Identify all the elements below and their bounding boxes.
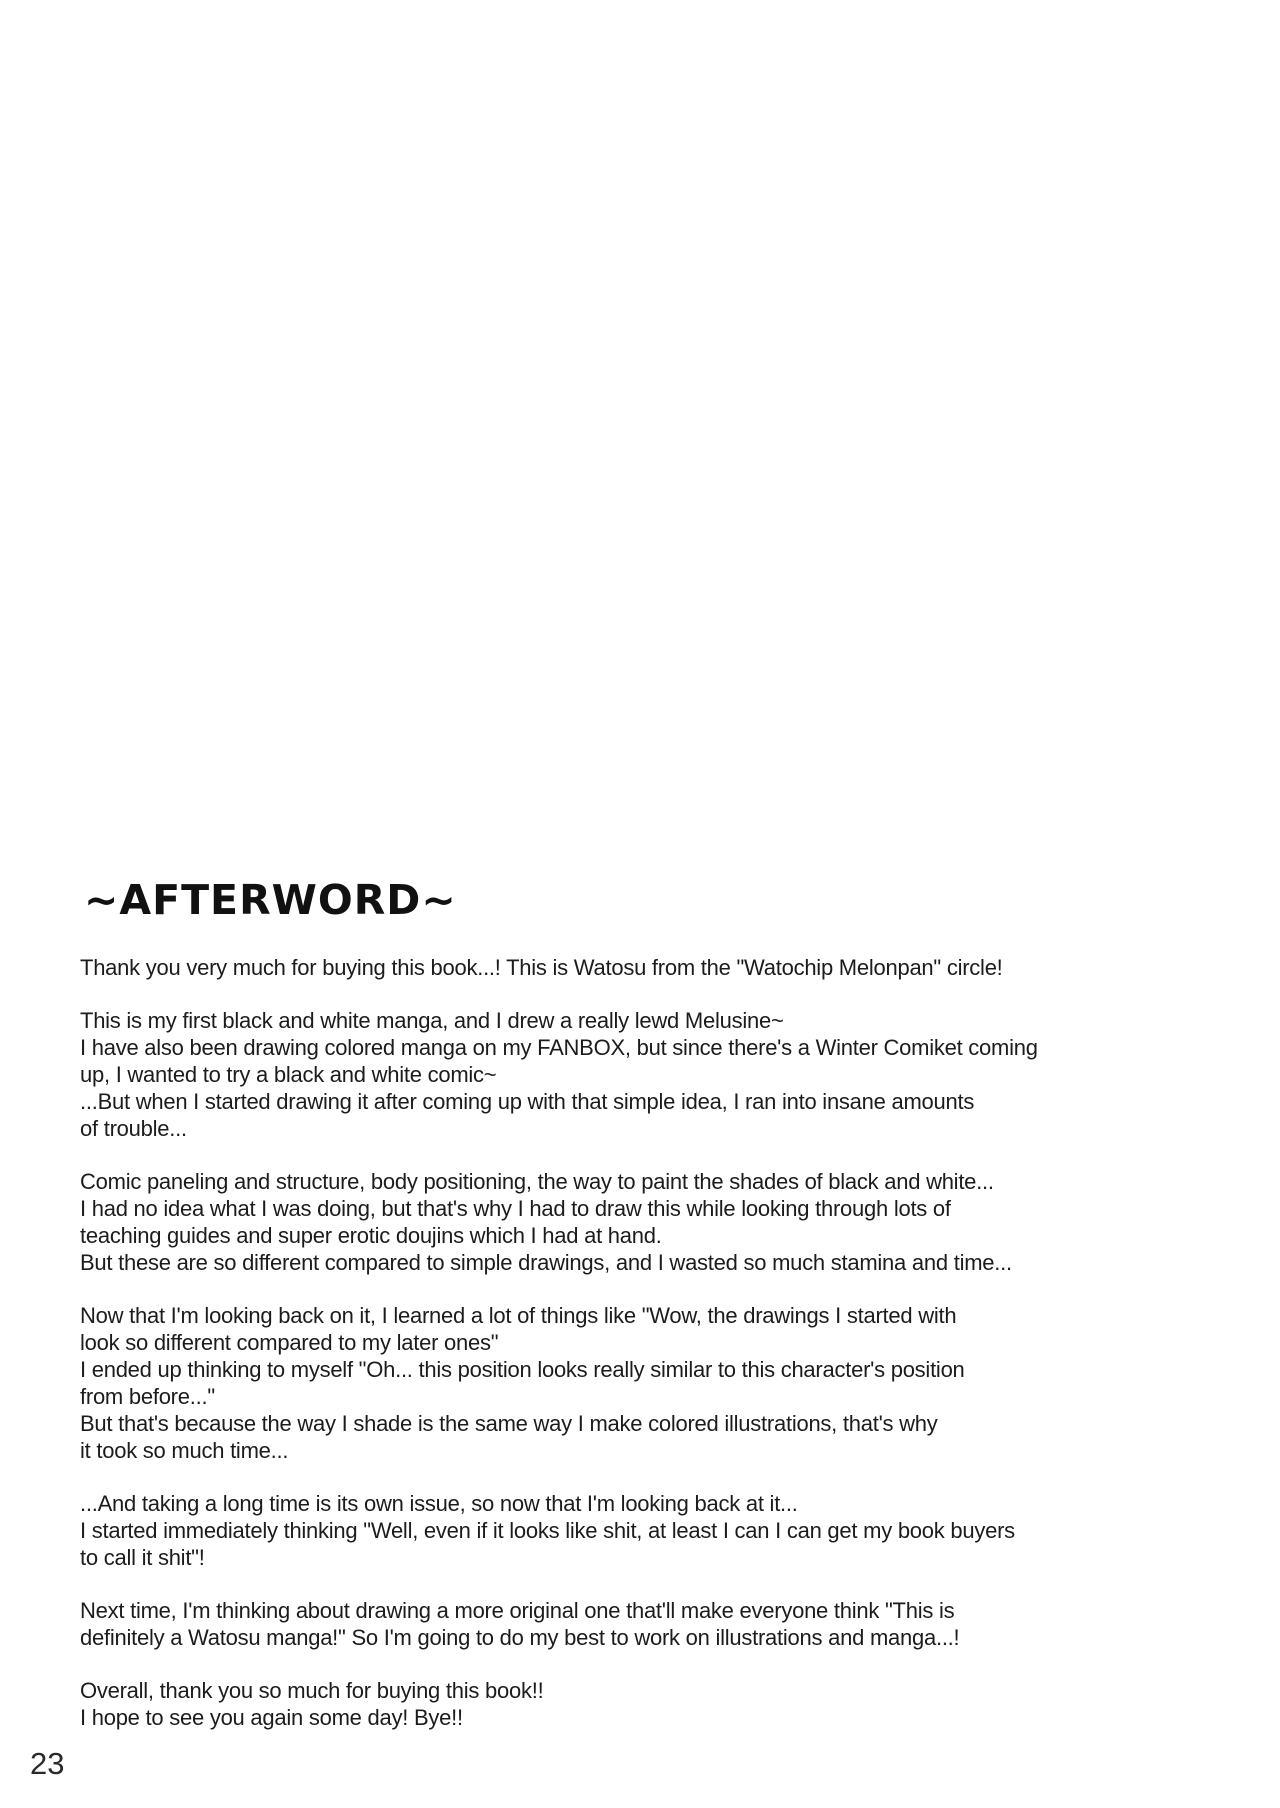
text-line: up, I wanted to try a black and white comic~ bbox=[80, 1062, 497, 1087]
page-number: 23 bbox=[30, 1746, 65, 1781]
text-line: I had no idea what I was doing, but that's why I had to draw this while looking through lots of bbox=[80, 1196, 951, 1221]
text-line: ...But when I started drawing it after coming up with that simple idea, I ran into insane amounts bbox=[80, 1089, 975, 1114]
text-line: from before..." bbox=[80, 1384, 215, 1409]
text-line: look so different compared to my later ones" bbox=[80, 1330, 499, 1355]
paragraph-closing bbox=[80, 1677, 1250, 1731]
afterword-title: ~AFTERWORD~ bbox=[84, 876, 457, 924]
text-line: Overall, thank you so much for buying this book!! bbox=[80, 1678, 544, 1703]
text-line: ...And taking a long time is its own issue, so now that I'm looking back at it... bbox=[80, 1491, 798, 1516]
text-line: I ended up thinking to myself "Oh... this position looks really similar to this character's position bbox=[80, 1357, 965, 1382]
paragraph-time-issue bbox=[80, 1490, 1250, 1571]
paragraph-looking-back bbox=[80, 1302, 1250, 1464]
paragraph-struggles bbox=[80, 1168, 1250, 1276]
text-line: Comic paneling and structure, body positioning, the way to paint the shades of black and white... bbox=[80, 1169, 994, 1194]
text-line: But these are so different compared to simple drawings, and I wasted so much stamina and time... bbox=[80, 1250, 1012, 1275]
text-line: it took so much time... bbox=[80, 1438, 289, 1463]
text-line: of trouble... bbox=[80, 1116, 187, 1141]
text-line: teaching guides and super erotic doujins which I had at hand. bbox=[80, 1223, 662, 1248]
text-line: This is my first black and white manga, and I drew a really lewd Melusine~ bbox=[80, 1008, 784, 1033]
paragraph-first-manga bbox=[80, 1007, 1250, 1142]
paragraph-thanks bbox=[80, 954, 1250, 981]
text-line: definitely a Watosu manga!" So I'm going to do my best to work on illustrations and manga...! bbox=[80, 1625, 960, 1650]
text-line: I hope to see you again some day! Bye!! bbox=[80, 1705, 463, 1730]
text-line: Next time, I'm thinking about drawing a more original one that'll make everyone think "This is bbox=[80, 1598, 955, 1623]
text-line: But that's because the way I shade is the same way I make colored illustrations, that's why bbox=[80, 1411, 938, 1436]
text-line: I have also been drawing colored manga on my FANBOX, but since there's a Winter Comiket coming bbox=[80, 1035, 1038, 1060]
paragraph-next-time bbox=[80, 1597, 1250, 1651]
text-line: Now that I'm looking back on it, I learned a lot of things like "Wow, the drawings I started with bbox=[80, 1303, 957, 1328]
text-line: I started immediately thinking "Well, even if it looks like shit, at least I can I can get my book buyers bbox=[80, 1518, 1015, 1543]
afterword-content bbox=[80, 876, 1250, 1757]
text-line: Thank you very much for buying this book...! This is Watosu from the "Watochip Melonpan" circle! bbox=[80, 955, 1003, 980]
text-line: to call it shit"! bbox=[80, 1545, 205, 1570]
